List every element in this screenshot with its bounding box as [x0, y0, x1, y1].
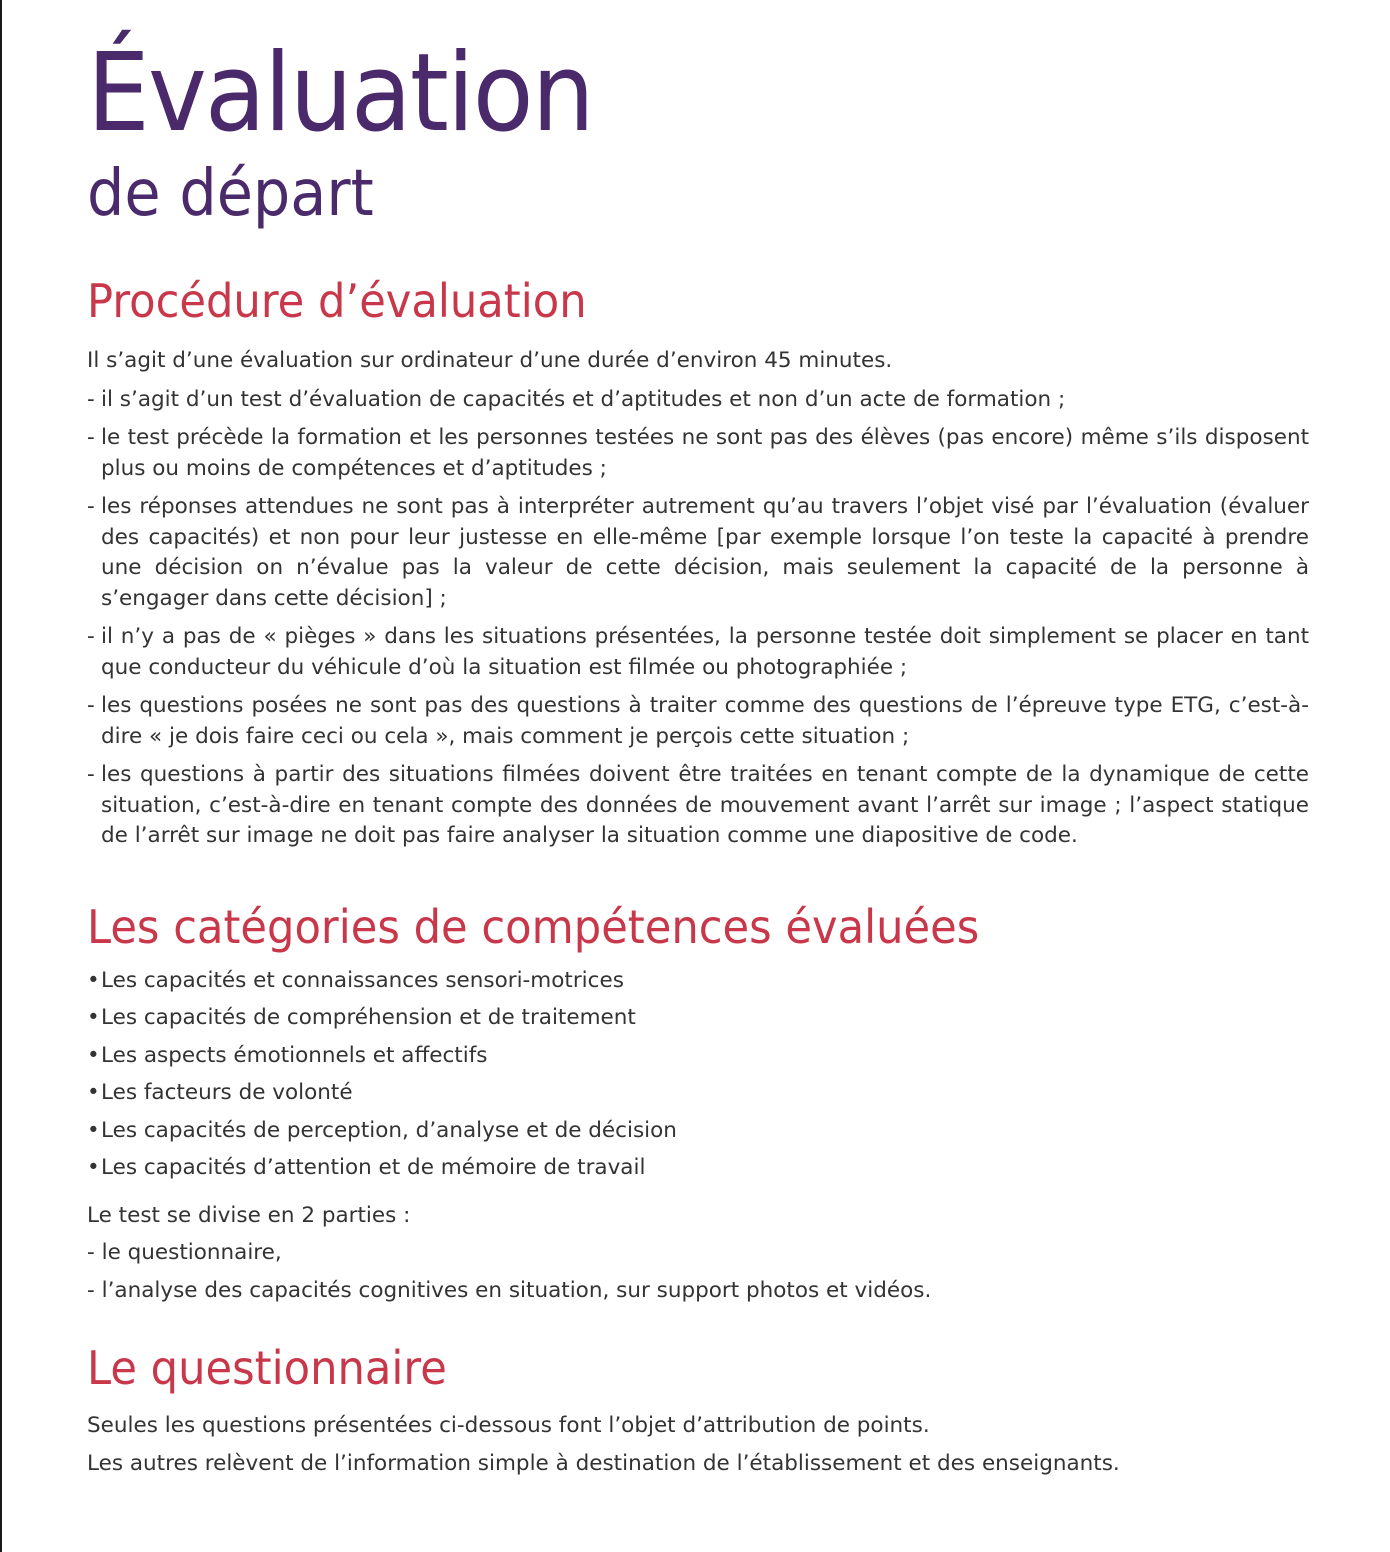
dash-marker: -: [87, 693, 95, 718]
parts-block: [87, 1201, 1309, 1314]
list-item-text: Les facteurs de volonté: [101, 1080, 353, 1105]
categories-section: [87, 899, 1309, 1314]
bullet-marker: •: [87, 1080, 100, 1105]
list-item-text: les questions posées ne sont pas des questions à traiter comme des questions de l’épreuve type ETG, c’est-à-dire « je dois faire ceci ou cela », mais comment je perçois cette situation ;: [101, 693, 1309, 749]
list-item-text: Les aspects émotionnels et affectifs: [101, 1042, 488, 1068]
list-item: [87, 1078, 1309, 1116]
procedure-body: [87, 346, 1309, 852]
bullet-marker: •: [87, 1155, 100, 1180]
list-item-text: le test précède la formation et les personnes testées ne sont pas des élèves (pas encore) même s’ils disposent plus ou moins de compétences et d’aptitudes ;: [101, 425, 1309, 481]
page-title: Évaluation: [87, 31, 593, 156]
dash-marker: -: [87, 425, 95, 450]
questionnaire-line: Seules les questions présentées ci-dessous font l’objet d’attribution de points.: [87, 1413, 930, 1438]
categories-list: [87, 966, 1309, 1191]
procedure-section: [87, 274, 1309, 852]
parts-intro: Le test se divise en 2 parties :: [87, 1202, 411, 1228]
list-item-text: il s’agit d’un test d’évaluation de capacités et d’aptitudes et non d’un acte de formation ;: [101, 386, 1066, 412]
list-item: [87, 385, 1309, 416]
list-item: [87, 622, 1309, 683]
list-item: [87, 966, 1309, 1004]
questionnaire-section: [87, 1341, 1309, 1486]
bullet-marker: •: [87, 967, 100, 993]
part-item: - l’analyse des capacités cognitives en situation, sur support photos et vidéos.: [87, 1277, 932, 1303]
questionnaire-line: Les autres relèvent de l’information simple à destination de l’établissement et des enseignants.: [87, 1450, 1120, 1476]
categories-heading: Les catégories de compétences évaluées: [87, 899, 980, 954]
list-item: [87, 1041, 1309, 1079]
list-item-text: les réponses attendues ne sont pas à interpréter autrement qu’au travers l’objet visé par l’évaluation (évaluer des capacités) et non pour leur justesse en elle-même [par exemple lorsque l’on teste la capacité à prendre une décision on n’évalue pas la valeur de cette décision, mais seulement la capacité de la personne à s’engager dans cette décision] ;: [101, 494, 1309, 611]
list-item-text: il n’y a pas de « pièges » dans les situations présentées, la personne testée doit simplement se placer en tant que conducteur du véhicule d’où la situation est filmée ou photographiée ;: [101, 624, 1309, 680]
dash-marker: -: [87, 624, 95, 649]
part-item: - le questionnaire,: [87, 1240, 282, 1265]
list-item: [87, 423, 1309, 484]
dash-marker: -: [87, 494, 95, 519]
bullet-marker: •: [87, 1042, 100, 1068]
list-item: [87, 1153, 1309, 1191]
bullet-marker: •: [87, 1005, 100, 1030]
list-item: [87, 492, 1309, 614]
procedure-intro: Il s’agit d’une évaluation sur ordinateur d’une durée d’environ 45 minutes.: [87, 348, 893, 373]
dash-marker: -: [87, 762, 95, 787]
procedure-list: [87, 385, 1309, 852]
categories-body: [87, 966, 1309, 1314]
list-item: [87, 1116, 1309, 1154]
list-item-text: Les capacités et connaissances sensori-motrices: [101, 967, 624, 993]
list-item: [87, 1003, 1309, 1041]
list-item-text: Les capacités d’attention et de mémoire de travail: [101, 1155, 646, 1180]
list-item: [87, 760, 1309, 852]
document-page: [87, 31, 1309, 1486]
bullet-marker: •: [87, 1117, 100, 1143]
questionnaire-heading: Le questionnaire: [87, 1341, 447, 1395]
procedure-heading: Procédure d’évaluation: [87, 274, 587, 328]
dash-marker: -: [87, 386, 95, 412]
questionnaire-body: [87, 1411, 1309, 1486]
list-item-text: Les capacités de compréhension et de traitement: [101, 1005, 636, 1030]
list-item-text: Les capacités de perception, d’analyse et de décision: [101, 1117, 677, 1143]
list-item: [87, 691, 1309, 752]
page-subtitle: de départ: [87, 157, 374, 231]
list-item-text: les questions à partir des situations filmées doivent être traitées en tenant compte de la dynamique de cette situation, c’est-à-dire en tenant compte des données de mouvement avant l’arrêt sur image ; l’aspect statique de l’arrêt sur image ne doit pas faire analyser la situation comme une diapositive de code.: [101, 762, 1309, 848]
